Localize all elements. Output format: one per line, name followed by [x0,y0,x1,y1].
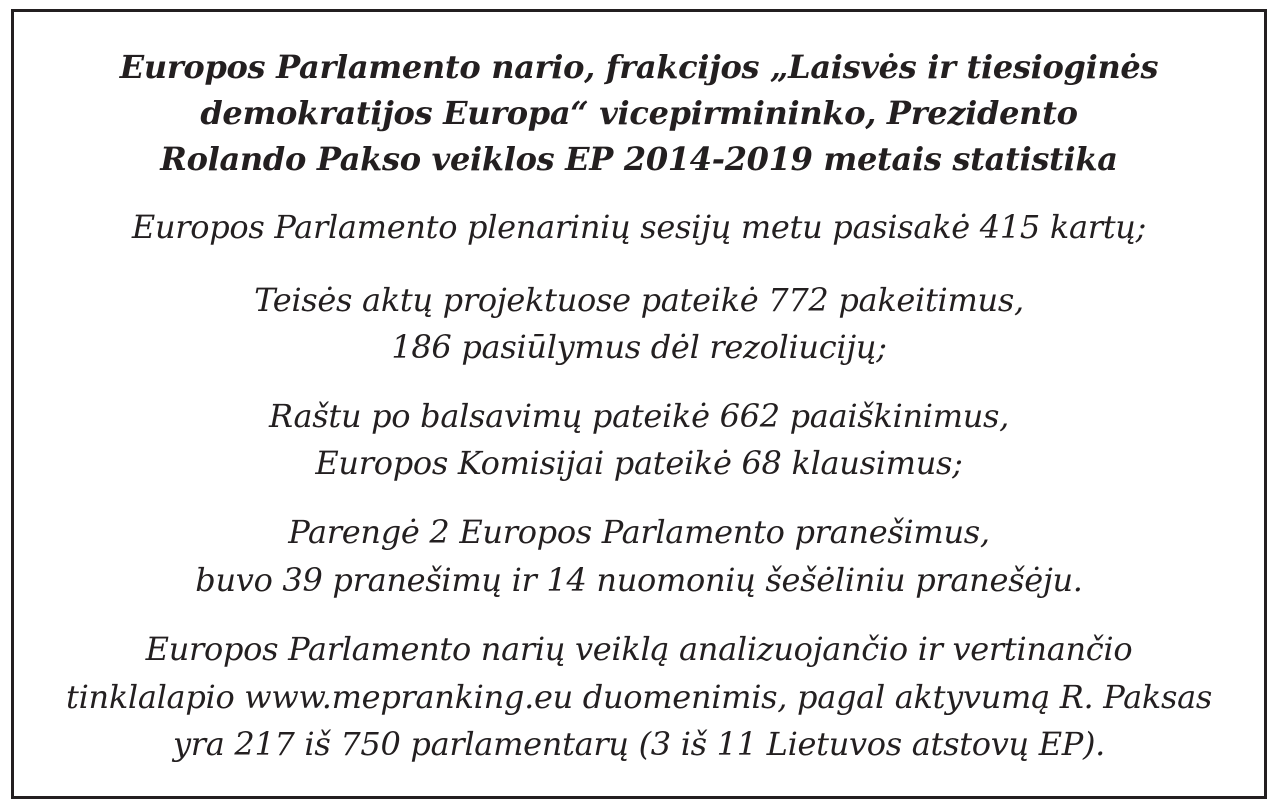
title-line-1: Europos Parlamento nario, frakcijos „Laisvės ir tiesioginės [119,48,1159,86]
document-frame [11,9,1267,799]
stat-questions: Europos Komisijai pateikė 68 klausimus; [315,444,963,482]
stat-shadow-rapporteur: buvo 39 pranešimų ir 14 nuomonių šešėliniu pranešėju. [195,561,1083,599]
stat-explanations: Raštu po balsavimų pateikė 662 paaiškinimus, [268,397,1010,435]
stat-reports: Parengė 2 Europos Parlamento pranešimus, [288,513,990,551]
stat-amendments: Teisės aktų projektuose pateikė 772 pakeitimus, [254,281,1024,319]
ranking-line-1: Europos Parlamento narių veiklą analizuojančio ir vertinančio [145,630,1133,668]
stat-speeches: Europos Parlamento plenarinių sesijų metu pasisakė 415 kartų; [131,208,1147,246]
stat-resolutions: 186 pasiūlymus dėl rezoliucijų; [391,328,887,366]
title-line-2: demokratijos Europa“ vicepirmininko, Prezidento [200,94,1078,132]
ranking-line-2: tinklalapio www.mepranking.eu duomenimis, pagal aktyvumą R. Paksas [66,678,1212,716]
ranking-line-3: yra 217 iš 750 parlamentarų (3 iš 11 Lietuvos atstovų EP). [172,725,1106,763]
title-line-3: Rolando Pakso veiklos EP 2014-2019 metais statistika [160,140,1118,178]
